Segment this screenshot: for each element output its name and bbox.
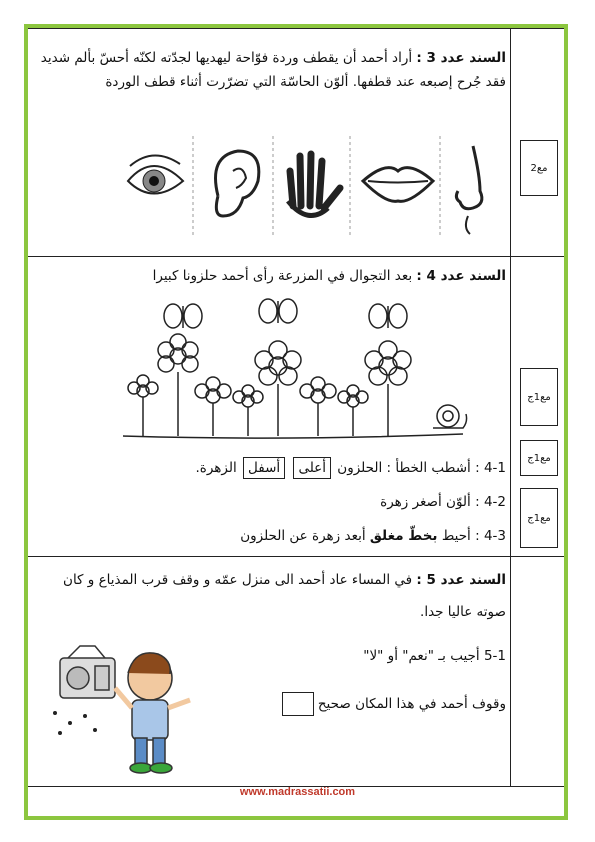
question-4-3: 4-3 : أحيط بخطّ مغلق أبعد زهرة عن الحلزون <box>240 528 506 544</box>
eye-icon <box>128 155 183 193</box>
butterfly-icon <box>369 304 407 328</box>
worksheet-grid <box>28 28 564 816</box>
criterion-box: مع1ج <box>520 368 558 426</box>
butterfly-icon <box>259 299 297 323</box>
flower-icon <box>255 341 301 436</box>
criterion-box: مع2 <box>520 140 558 196</box>
flower-icon <box>128 375 158 436</box>
flower-icon <box>158 334 198 436</box>
music-notes-icon <box>53 711 97 735</box>
ear-icon <box>216 151 259 216</box>
hand-icon <box>288 154 340 216</box>
senses-icons <box>118 136 488 236</box>
flower-icon <box>233 385 263 436</box>
section-5-text: في المساء عاد أحمد الى منزل عمّه و وقف قرب المذياع و كان صوته عاليا جدا. <box>63 572 506 620</box>
section-3-title: السند عدد 3 : <box>416 50 506 66</box>
flower-icon <box>195 377 231 436</box>
section-4-text: بعد التجوال في المزرعة رأى أحمد حلزونا كبيرا <box>152 268 413 284</box>
flower-icon <box>365 341 411 436</box>
grid-line <box>28 556 564 557</box>
question-4-2: 4-2 : ألوّن أصغر زهرة <box>380 494 506 510</box>
grid-column-divider <box>510 28 511 786</box>
question-5-1: 5-1 أجيب بـ "نعم" أو "لا" <box>363 648 506 664</box>
flower-icon <box>300 377 336 436</box>
statement-5: وقوف أحمد في هذا المكان صحيح <box>36 692 506 716</box>
section-5 <box>36 564 506 628</box>
section-4-title: السند عدد 4 : <box>416 268 506 284</box>
garden-picture <box>118 296 468 446</box>
nose-icon <box>456 146 481 234</box>
section-5-title: السند عدد 5 : <box>416 572 506 588</box>
radio-icon <box>60 646 115 698</box>
website-footer[interactable]: www.madrassatii.com <box>239 786 356 798</box>
butterfly-icon <box>164 304 202 328</box>
section-4 <box>36 264 506 288</box>
section-3-text: أراد أحمد أن يقطف وردة فوّاحة ليهديها لجدّته لكنّه أحسّ بألم شديد فقد جُرح إصبعه عند قطفها. ألوّن الحاسّة التي تضرّرت أثناء قطف الوردة <box>40 50 506 90</box>
boy-icon <box>115 653 190 773</box>
answer-box[interactable] <box>282 692 314 716</box>
option-box[interactable]: أسفل <box>243 457 285 479</box>
grid-line <box>28 28 564 29</box>
snail-icon <box>433 405 467 428</box>
question-4-1: 4-1 : أشطب الخطأ : الحلزون أعلى أسفل الزهرة. <box>36 456 506 480</box>
grid-line <box>28 256 564 257</box>
criterion-box: مع1ج <box>520 440 558 476</box>
criterion-box: مع1ج <box>520 488 558 548</box>
option-box[interactable]: أعلى <box>293 457 331 479</box>
boy-radio-picture <box>40 638 210 778</box>
lips-icon <box>363 168 433 202</box>
section-3 <box>36 46 506 94</box>
flower-icon <box>338 385 368 436</box>
